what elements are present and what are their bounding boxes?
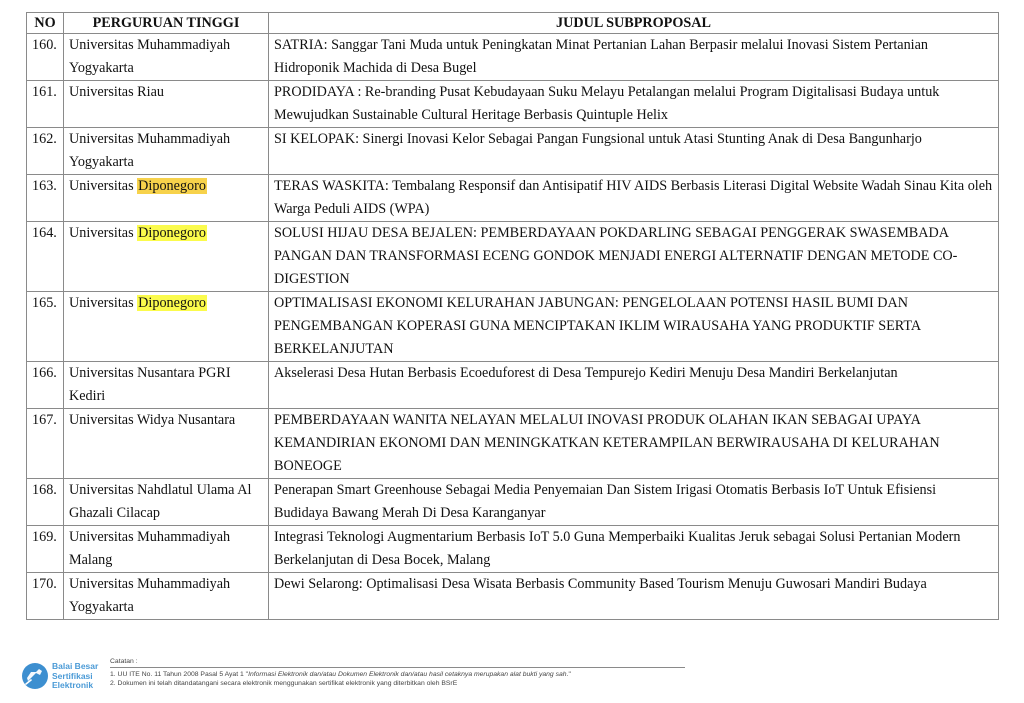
row-number: 170.	[27, 573, 64, 620]
university-cell	[64, 34, 269, 81]
university-cell	[64, 573, 269, 620]
highlighted-university-name: Diponegoro	[138, 295, 206, 311]
proposal-title-cell: Akselerasi Desa Hutan Berbasis Ecoeduforest di Desa Tempurejo Kediri Menuju Desa Mandiri Berkelanjutan	[269, 362, 999, 409]
university-cell	[64, 175, 269, 222]
note-1-quote: Informasi Elektronik dan/atau Dokumen Elektronik dan/atau hasil cetaknya merupakan alat bukti yang sah.	[248, 671, 569, 678]
table-row	[27, 34, 999, 81]
table-row	[27, 409, 999, 479]
subproposal-table	[26, 12, 999, 620]
bsre-logo-text: Balai Besar Sertifikasi Elektronik	[52, 661, 99, 690]
proposal-title-cell: OPTIMALISASI EKONOMI KELURAHAN JABUNGAN: PENGELOLAAN POTENSI HASIL BUMI DAN PENGEMBANGAN KOPERASI GUNA MENCIPTAKAN IKLIM WIRAUSAHA YANG PRODUKTIF SERTA BERKELANJUTAN	[269, 292, 999, 362]
row-number: 164.	[27, 222, 64, 292]
row-number: 167.	[27, 409, 64, 479]
table-body	[27, 34, 999, 620]
proposal-title-cell: SATRIA: Sanggar Tani Muda untuk Peningkatan Minat Pertanian Lahan Berpasir melalui Inovasi Sistem Pertanian Hidroponik Machida di Desa Bugel	[269, 34, 999, 81]
table-row	[27, 292, 999, 362]
row-number: 161.	[27, 81, 64, 128]
university-name: Universitas Muhammadiyah Yogyakarta	[69, 37, 231, 76]
university-name: Universitas Nahdlatul Ulama Al Ghazali Cilacap	[69, 482, 252, 521]
proposal-title-cell: Integrasi Teknologi Augmentarium Berbasis IoT 5.0 Guna Memperbaiki Kualitas Jeruk sebagai Solusi Pertanian Modern Berkelanjutan di Desa Bocek, Malang	[269, 526, 999, 573]
university-cell	[64, 292, 269, 362]
table-header-row	[27, 13, 999, 34]
university-name: Universitas Muhammadiyah Malang	[69, 529, 231, 568]
pen-nib-icon	[22, 663, 48, 689]
document-footer	[20, 654, 700, 698]
table-row	[27, 526, 999, 573]
note-1-prefix: 1. UU ITE No. 11 Tahun 2008 Pasal 5 Ayat 1 "	[110, 671, 249, 678]
row-number: 160.	[27, 34, 64, 81]
university-cell	[64, 222, 269, 292]
university-name: Universitas Widya Nusantara	[69, 412, 236, 428]
university-name-prefix: Universitas	[69, 225, 138, 241]
university-name: Universitas Nusantara PGRI Kediri	[69, 365, 231, 404]
proposal-title-cell: SOLUSI HIJAU DESA BEJALEN: PEMBERDAYAAN POKDARLING SEBAGAI PENGGERAK SWASEMBADA PANGAN DAN TRANSFORMASI ECENG GONDOK MENJADI ENERGI ALTERNATIF DENGAN METODE CO-DIGESTION	[269, 222, 999, 292]
notes-title: Catatan :	[110, 657, 685, 668]
subproposal-table-container	[26, 12, 998, 620]
university-name: Universitas Riau	[69, 84, 164, 100]
row-number: 162.	[27, 128, 64, 175]
university-name-prefix: Universitas	[69, 178, 138, 194]
university-cell	[64, 81, 269, 128]
row-number: 166.	[27, 362, 64, 409]
proposal-title-cell: Penerapan Smart Greenhouse Sebagai Media Penyemaian Dan Sistem Irigasi Otomatis Berbasis IoT Untuk Efisiensi Budidaya Bawang Merah Di Desa Karanganyar	[269, 479, 999, 526]
row-number: 168.	[27, 479, 64, 526]
note-1-suffix: "	[568, 671, 571, 678]
row-number: 169.	[27, 526, 64, 573]
table-row	[27, 479, 999, 526]
table-row	[27, 175, 999, 222]
highlighted-university-name: Diponegoro	[138, 178, 206, 194]
note-1	[110, 670, 700, 679]
proposal-title-cell: TERAS WASKITA: Tembalang Responsif dan Antisipatif HIV AIDS Berbasis Literasi Digital Website Wadah Sinau Kita oleh Warga Peduli AIDS (WPA)	[269, 175, 999, 222]
table-row	[27, 362, 999, 409]
header-judul-subproposal: JUDUL SUBPROPOSAL	[269, 13, 999, 34]
header-no: NO	[27, 13, 64, 34]
proposal-title-cell: SI KELOPAK: Sinergi Inovasi Kelor Sebagai Pangan Fungsional untuk Atasi Stunting Anak di Desa Bangunharjo	[269, 128, 999, 175]
proposal-title-cell: PRODIDAYA : Re-branding Pusat Kebudayaan Suku Melayu Petalangan melalui Program Digitalisasi Budaya untuk Mewujudkan Sustainable Cultural Heritage Berbasis Quintuple Helix	[269, 81, 999, 128]
university-cell	[64, 409, 269, 479]
table-row	[27, 81, 999, 128]
table-row	[27, 222, 999, 292]
proposal-title-cell: Dewi Selarong: Optimalisasi Desa Wisata Berbasis Community Based Tourism Menuju Guwosari Mandiri Budaya	[269, 573, 999, 620]
table-row	[27, 573, 999, 620]
footer-notes	[110, 657, 700, 688]
highlighted-university-name: Diponegoro	[138, 225, 206, 241]
university-cell	[64, 362, 269, 409]
university-cell	[64, 526, 269, 573]
row-number: 163.	[27, 175, 64, 222]
university-name-prefix: Universitas	[69, 295, 138, 311]
university-name: Universitas Muhammadiyah Yogyakarta	[69, 131, 231, 170]
header-perguruan-tinggi: PERGURUAN TINGGI	[64, 13, 269, 34]
table-row	[27, 128, 999, 175]
note-2: 2. Dokumen ini telah ditandatangani secara elektronik menggunakan sertifikat elektronik yang diterbitkan oleh BSrE	[110, 680, 458, 687]
bsre-logo-icon	[22, 663, 48, 689]
university-cell	[64, 479, 269, 526]
proposal-title-cell: PEMBERDAYAAN WANITA NELAYAN MELALUI INOVASI PRODUK OLAHAN IKAN SEBAGAI UPAYA KEMANDIRIAN EKONOMI DAN MENINGKATKAN KETERAMPILAN BERWIRAUSAHA DI KELURAHAN BONEOGE	[269, 409, 999, 479]
row-number: 165.	[27, 292, 64, 362]
university-name: Universitas Muhammadiyah Yogyakarta	[69, 576, 231, 615]
university-cell	[64, 128, 269, 175]
bsre-logo	[22, 659, 112, 695]
